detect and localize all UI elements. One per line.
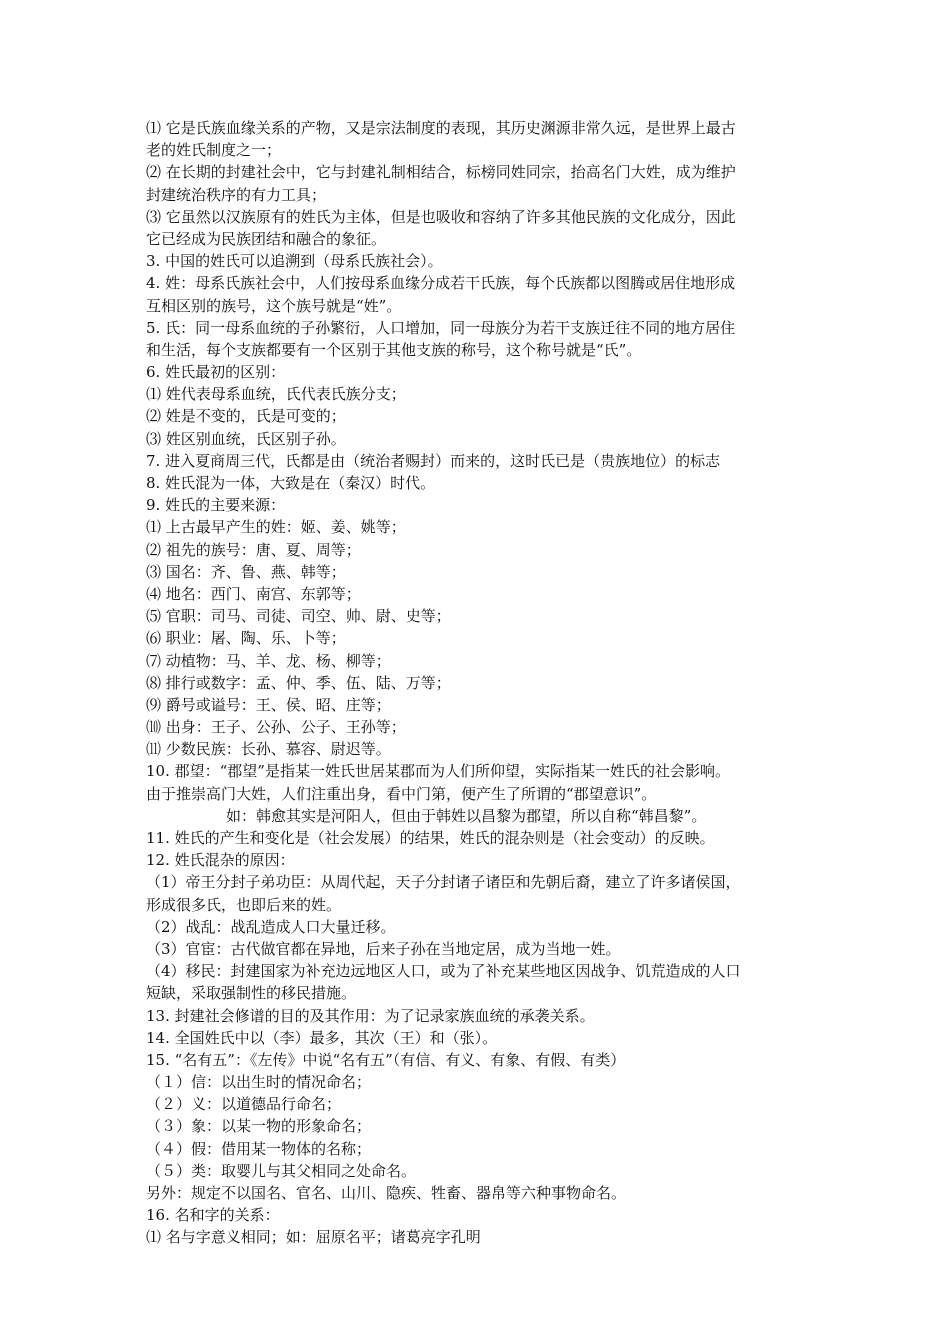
text-line: 14. 全国姓氏中以（李）最多，其次（王）和（张）。 (146, 1028, 498, 1047)
text-line: （４）假：借用某一物体的名称； (146, 1139, 372, 1158)
text-line: 15. “名有五”：《左传》中说“名有五”（有信、有义、有象、有假、有类） (146, 1050, 626, 1069)
text-line: 11. 姓氏的产生和变化是（社会发展）的结果，姓氏的混杂则是（社会变动）的反映。 (146, 829, 715, 847)
document-body (146, 117, 810, 1249)
text-line: ⑶ 它虽然以汉族原有的姓氏为主体，但是也吸收和容纳了许多其他民族的文化成分，因此 (146, 207, 736, 226)
text-line: ⑺ 动植物：马、羊、龙、杨、柳等； (146, 651, 391, 670)
text-line: ⑹ 职业：屠、陶、乐、卜等； (146, 629, 346, 648)
text-line: （５）类：取婴儿与其父相同之处命名。 (146, 1161, 417, 1180)
text-line: （4）移民：封建国家为补充边远地区人口，或为了补充某些地区因战争、饥荒造成的人口 (146, 962, 741, 981)
text-line: 12. 姓氏混杂的原因： (146, 851, 295, 870)
text-line: 由于推崇高门大姓，人们注重出身，看中门第，便产生了所谓的“郡望意识”。 (146, 784, 657, 803)
text-line: （1）帝王分封子弟功臣：从周代起，天子分封诸子诸臣和先朝后裔，建立了许多诸侯国， (146, 873, 741, 892)
text-line: 短缺，采取强制性的移民措施。 (146, 984, 357, 1003)
text-line: 7. 进入夏商周三代，氏都是由（统治者赐封）而来的，这时氏已是（贵族地位）的标志 (146, 451, 721, 470)
text-line: 封建统治秩序的有力工具； (146, 185, 327, 204)
text-line: 3. 中国的姓氏可以追溯到（母系氏族社会）。 (146, 252, 443, 271)
text-line: ⑵ 姓是不变的，氏是可变的； (146, 407, 346, 426)
text-line: 6. 姓氏最初的区别： (146, 363, 286, 382)
text-line: 8. 姓氏混为一体，大致是在（秦汉）时代。 (146, 474, 436, 492)
text-line: （3）官宦：古代做官都在异地，后来子孙在当地定居，成为当地一姓。 (146, 939, 621, 958)
text-line: ⑴ 姓代表母系血统，氏代表氏族分支； (146, 385, 406, 404)
text-line: 10. 郡望：“郡望”是指某一姓氏世居某郡而为人们所仰望，实际指某一姓氏的社会影响。 (146, 762, 730, 781)
text-line: （３）象：以某一物的形象命名； (146, 1117, 372, 1136)
text-line: 它已经成为民族团结和融合的象征。 (146, 229, 387, 248)
text-line: 形成很多氏，也即后来的姓。 (146, 895, 342, 914)
text-line: ⑽ 出身：王子、公孙、公子、王孙等； (146, 718, 406, 737)
text-line: ⑻ 排行或数字：孟、仲、季、伍、陆、万等； (146, 673, 451, 692)
text-line: （2）战乱：战乱造成人口大量迁移。 (146, 917, 396, 936)
text-line: ⑵ 祖先的族号：唐、夏、周等； (146, 540, 361, 559)
text-line: ⑶ 姓区别血统，氏区别子孙。 (146, 429, 346, 448)
text-line: ⑷ 地名：西门、南宫、东郭等； (146, 584, 361, 603)
text-line: ⑴ 名与字意义相同；如：屈原名平；诸葛亮字孔明 (146, 1228, 481, 1247)
text-line: ⑼ 爵号或谥号：王、侯、昭、庄等； (146, 695, 391, 714)
text-line: 另外：规定不以国名、官名、山川、隐疾、牲畜、器帛等六种事物命名。 (146, 1184, 627, 1202)
text-line: 4. 姓：母系氏族社会中，人们按母系血缘分成若干氏族，每个氏族都以图腾或居住地形成 (146, 274, 736, 293)
text-line: ⑴ 它是氏族血缘关系的产物，又是宗法制度的表现，其历史渊源非常久远，是世界上最古 (146, 119, 736, 137)
text-line: ⑶ 国名：齐、鲁、燕、韩等； (146, 562, 346, 581)
text-line: （２）义：以道德品行命名； (146, 1095, 342, 1114)
text-line: 和生活，每个支族都要有一个区别于其他支族的称号，这个称号就是“氏”。 (146, 340, 642, 359)
text-line: ⑵ 在长期的封建社会中，它与封建礼制相结合，标榜同姓同宗，抬高名门大姓，成为维护 (146, 163, 736, 182)
text-line: ⑸ 官职：司马、司徒、司空、帅、尉、史等； (146, 607, 451, 626)
text-line: 13. 封建社会修谱的目的及其作用：为了记录家族血统的承袭关系。 (146, 1006, 595, 1025)
text-line: 互相区别的族号，这个族号就是“姓”。 (146, 296, 402, 315)
text-line: ⑾ 少数民族：长孙、慕容、尉迟等。 (146, 740, 391, 759)
text-line: 9. 姓氏的主要来源： (146, 496, 286, 515)
text-line: 如：韩愈其实是河阳人，但由于韩姓以昌黎为郡望，所以自称“韩昌黎”。 (226, 806, 707, 825)
text-line: （１）信：以出生时的情况命名； (146, 1073, 372, 1092)
text-line: 5. 氏：同一母系血统的子孙繁衍，人口增加，同一母族分为若干支族迁往不同的地方居住 (146, 318, 736, 337)
text-line: 16. 名和字的关系： (146, 1206, 280, 1225)
text-line: ⑴ 上古最早产生的姓：姬、姜、姚等； (146, 518, 406, 537)
text-line: 老的姓氏制度之一； (146, 141, 282, 160)
